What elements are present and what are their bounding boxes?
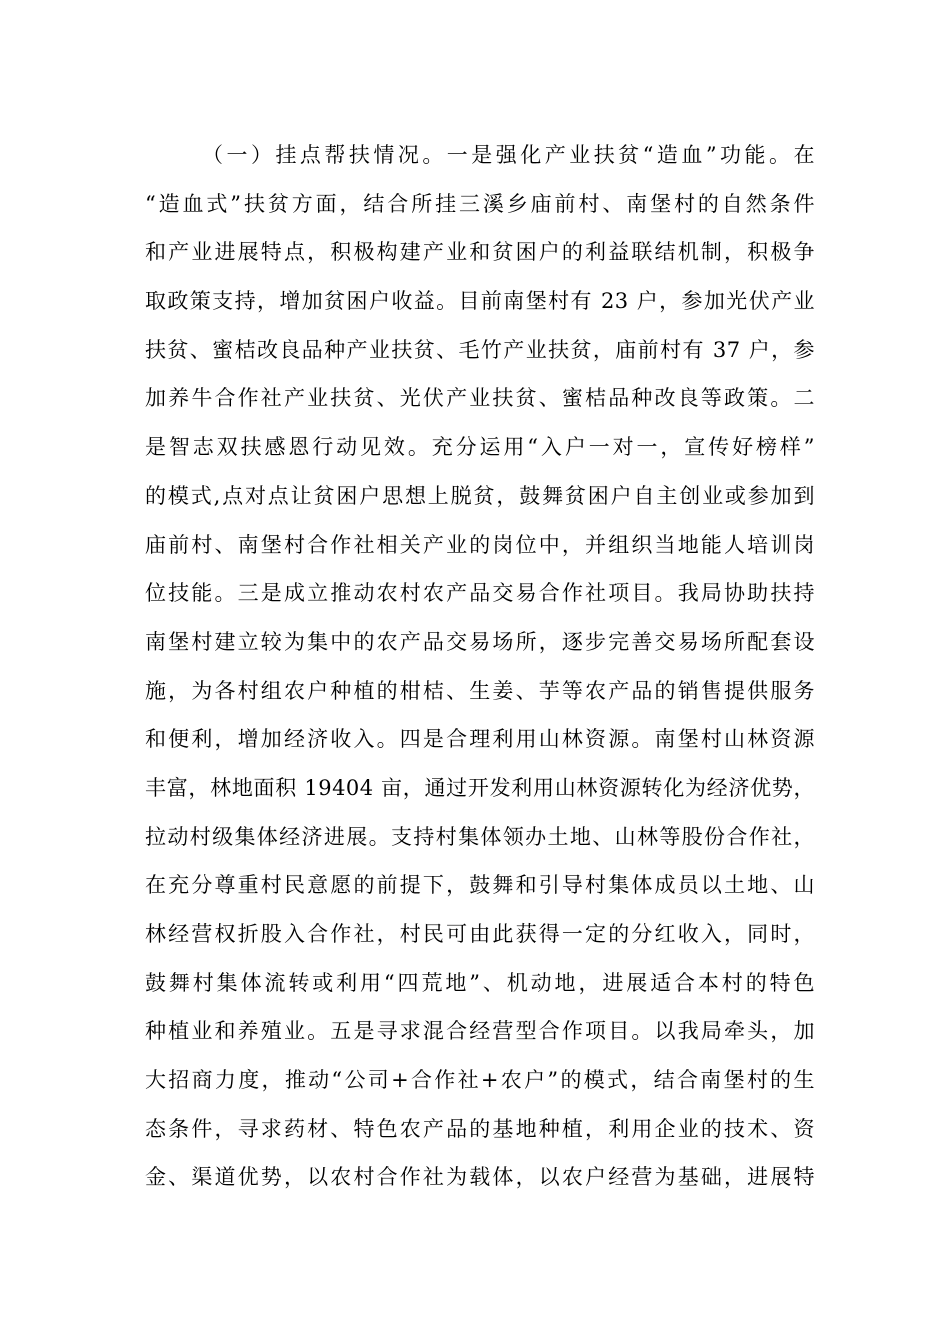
text-line: 庙前村、南堡村合作社相关产业的岗位中，并组织当地能人培训岗 [145, 532, 815, 557]
text-line: （一）挂点帮扶情况。一是强化产业扶贫“造血”功能。在 [202, 143, 815, 167]
text-line: 的模式,点对点让贫困户思想上脱贫，鼓舞贫困户自主创业或参加到 [145, 483, 815, 508]
text-line: 扶贫、蜜桔改良品种产业扶贫、毛竹产业扶贫，庙前村有 37 户，参 [145, 337, 815, 362]
text-line: 大招商力度，推动“公司+合作社+农户”的模式，结合南堡村的生 [145, 1068, 815, 1093]
text-line: “造血式”扶贫方面，结合所挂三溪乡庙前村、南堡村的自然条件 [145, 191, 815, 216]
text-line: 和产业进展特点，积极构建产业和贫困户的利益联结机制，积极争 [145, 240, 815, 265]
text-line: 和便利，增加经济收入。四是合理利用山林资源。南堡村山林资源 [145, 727, 815, 752]
text-line: 鼓舞村集体流转或利用“四荒地”、机动地，进展适合本村的特色 [145, 970, 815, 995]
text-line: 位技能。三是成立推动农村农产品交易合作社项目。我局协助扶持 [145, 581, 815, 606]
text-line: 加养牛合作社产业扶贫、光伏产业扶贫、蜜桔品种改良等政策。二 [145, 386, 815, 411]
text-line: 拉动村级集体经济进展。支持村集体领办土地、山林等股份合作社， [145, 824, 815, 849]
text-line: 在充分尊重村民意愿的前提下，鼓舞和引导村集体成员以土地、山 [145, 873, 815, 898]
text-line: 林经营权折股入合作社，村民可由此获得一定的分红收入，同时， [145, 922, 815, 946]
text-line: 施，为各村组农户种植的柑桔、生姜、芋等农产品的销售提供服务 [145, 678, 815, 703]
paragraph [145, 131, 815, 1202]
text-line: 种植业和养殖业。五是寻求混合经营型合作项目。以我局牵头，加 [145, 1019, 815, 1044]
text-line: 丰富，林地面积 19404 亩，通过开发利用山林资源转化为经济优势， [145, 775, 815, 800]
text-line: 金、渠道优势，以农村合作社为载体，以农户经营为基础，进展特 [145, 1165, 815, 1190]
text-line: 南堡村建立较为集中的农产品交易场所，逐步完善交易场所配套设 [145, 629, 815, 654]
text-line: 是智志双扶感恩行动见效。充分运用“入户一对一，宣传好榜样” [145, 435, 815, 460]
text-line: 取政策支持，增加贫困户收益。目前南堡村有 23 户，参加光伏产业 [145, 289, 815, 314]
text-line: 态条件，寻求药材、特色农产品的基地种植，利用企业的技术、资 [145, 1116, 815, 1141]
